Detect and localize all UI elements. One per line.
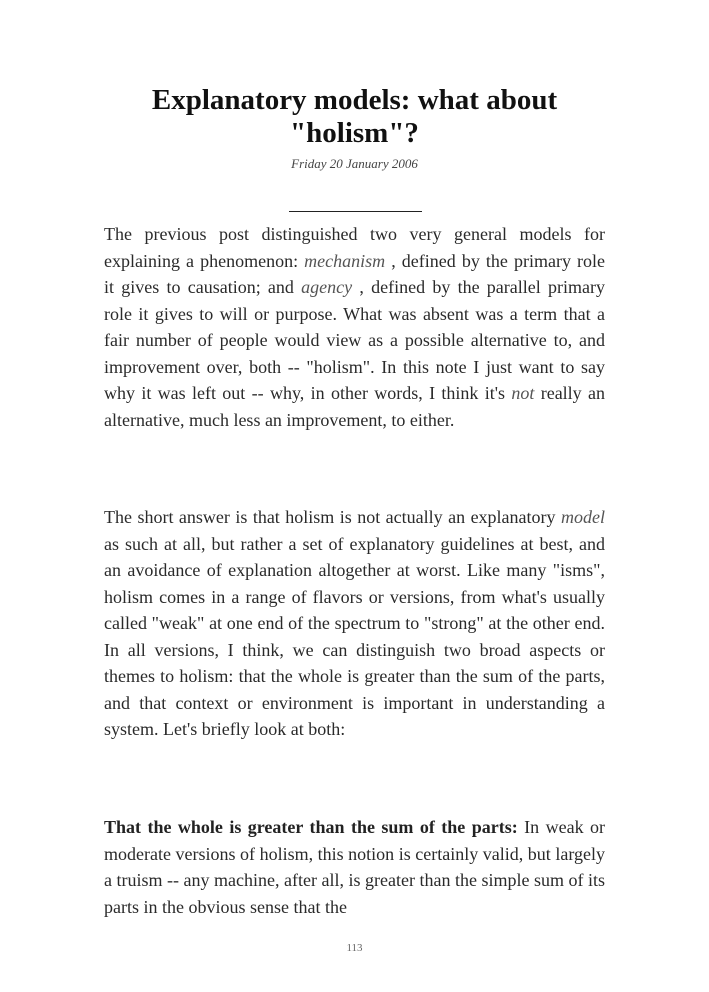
emphasis-mechanism: mechanism [304, 250, 386, 271]
text-run: really an alternative, much less an improvement, to either. [104, 383, 606, 430]
emphasis-model: model [561, 507, 605, 527]
text-run: , defined by the parallel primary role it gives to will or purpose. What was absent was a term that a fair number of people would view as a possible alternative to, and improvement over, both -- "holism". In this note I just want to say why it was left out -- why, in other words, I think it's [104, 277, 605, 403]
text-run: The previous post distinguished two very general models for explaining a phenomenon: [104, 224, 605, 271]
text-run: as such at all, but rather a set of explanatory guidelines at best, and an avoidance of explanation altogether at worst. Like many "isms", holism comes in a range of flavors or versions, from what's usually called "weak" at one end of the spectrum to "strong" at the other end. In all versions, I think, we can distinguish two broad aspects or themes to holism: that the whole is greater than the sum of the parts, and that context or environment is important in understanding a system. Let's briefly look at both: [104, 533, 605, 739]
section-heading: That the whole is greater than the sum of the parts: [104, 817, 518, 837]
paragraph-intro [104, 221, 605, 433]
paragraph-whole-greater [104, 814, 605, 920]
text-run: In weak or moderate versions of holism, this notion is certainly valid, but largely a truism -- any machine, after all, is greater than the simple sum of its parts in the obvious sense that the [104, 817, 606, 917]
page-number: 113 [346, 942, 363, 954]
title-divider [289, 211, 422, 212]
text-run: The short answer is that holism is not actually an explanatory [104, 507, 561, 527]
paragraph-short-answer [104, 504, 605, 743]
post-date: Friday 20 January 2006 [291, 156, 418, 171]
emphasis-not: not [511, 383, 535, 403]
emphasis-agency: agency [301, 277, 353, 297]
text-run: , defined by the primary role it gives to causation; and [104, 250, 606, 297]
page-title: Explanatory models: what about "holism"? [151, 84, 558, 149]
